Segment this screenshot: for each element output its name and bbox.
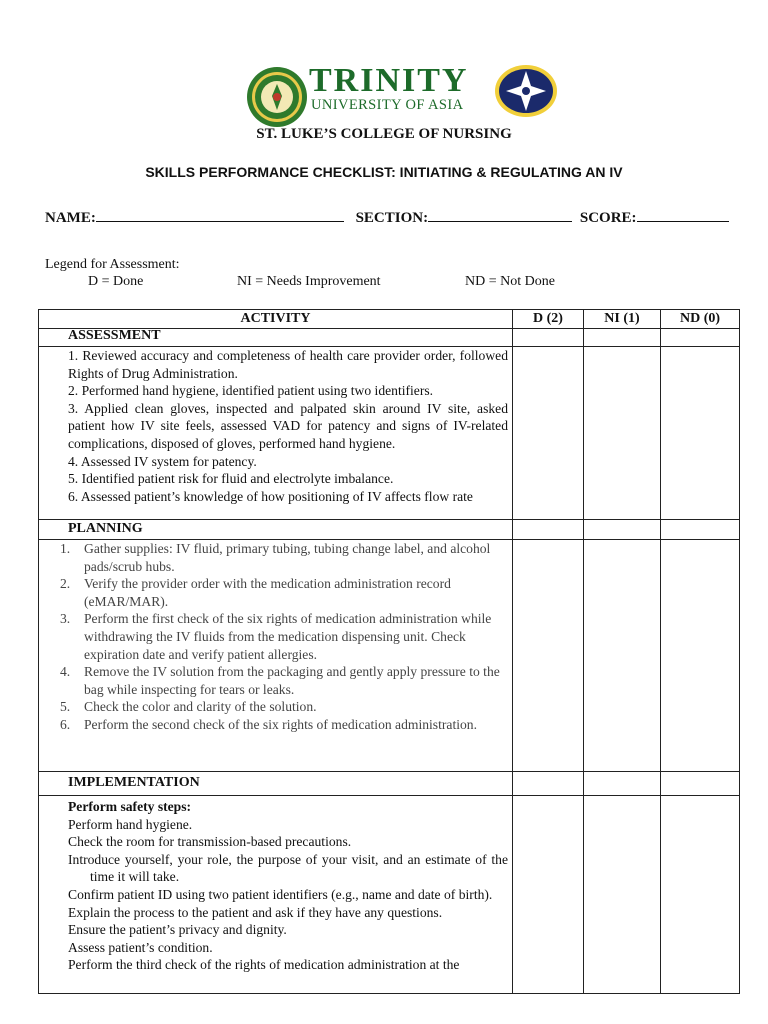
assessment-items-row: [39, 347, 740, 520]
score-cell[interactable]: [584, 772, 661, 796]
list-item: 4. Remove the IV solution from the packaging and gently apply pressure to the bag while inspecting for tears or leaks.: [60, 664, 500, 697]
list-item: 1. Reviewed accuracy and completeness of health care provider order, followed Rights of Drug Administration.: [68, 348, 508, 381]
score-cell[interactable]: [584, 540, 661, 772]
list-item: Perform the third check of the rights of medication administration at the: [68, 957, 460, 973]
list-item: 2. Performed hand hygiene, identified patient using two identifiers.: [68, 383, 434, 399]
college-name: ST. LUKE’S COLLEGE OF NURSING: [256, 126, 512, 142]
list-item: 4. Assessed IV system for patency.: [68, 453, 257, 469]
header-needs-improvement: NI (1): [584, 310, 661, 329]
section-title-planning: PLANNING: [39, 520, 513, 540]
planning-items-row: [39, 540, 740, 772]
score-cell[interactable]: [661, 329, 740, 347]
list-item: Ensure the patient’s privacy and dignity.: [68, 922, 287, 938]
score-cell[interactable]: [584, 796, 661, 994]
list-item: 6. Assessed patient’s knowledge of how positioning of IV affects flow rate: [68, 488, 473, 504]
header-done: D (2): [513, 310, 584, 329]
legend-heading: Legend for Assessment:: [45, 257, 180, 272]
score-cell[interactable]: [661, 347, 740, 520]
list-item: Introduce yourself, your role, the purpose of your visit, and an estimate of the time it will take.: [68, 851, 508, 885]
section-row-implementation: [39, 772, 740, 796]
document-title: SKILLS PERFORMANCE CHECKLIST: INITIATING & REGULATING AN IV: [145, 164, 623, 180]
list-item: 3. Applied clean gloves, inspected and palpated skin around IV site, asked patient how IV site feels, assessed VAD for patency and signs of IV-related complications, disposed of gloves, performed hand hygiene.: [68, 400, 508, 451]
list-item: 3. Perform the first check of the six rights of medication administration while withdrawing the IV fluids from the medication dispensing unit. Check expiration date and verify patient allergies.: [60, 611, 492, 662]
header-not-done: ND (0): [661, 310, 740, 329]
score-cell[interactable]: [661, 540, 740, 772]
section-row-planning: [39, 520, 740, 540]
implementation-items-row: [39, 796, 740, 994]
list-item: 5. Check the color and clarity of the solution.: [60, 699, 317, 715]
score-cell[interactable]: [513, 347, 584, 520]
list-item: Assess patient’s condition.: [68, 939, 213, 955]
score-cell[interactable]: [584, 520, 661, 540]
university-seal-icon: [246, 66, 308, 128]
brand-name: TRINITY: [309, 62, 469, 99]
score-cell[interactable]: [661, 796, 740, 994]
list-item: 2. Verify the provider order with the medication administration record (eMAR/MAR).: [60, 576, 451, 609]
implementation-subtitle: Perform safety steps:: [68, 799, 192, 814]
implementation-items: [39, 796, 513, 994]
header-activity: ACTIVITY: [39, 310, 513, 329]
score-cell[interactable]: [513, 520, 584, 540]
legend-needs-improvement: NI = Needs Improvement: [237, 274, 381, 289]
score-cell[interactable]: [513, 772, 584, 796]
score-label: SCORE:: [579, 210, 637, 226]
section-title-assessment: ASSESSMENT: [39, 329, 513, 347]
legend-not-done: ND = Not Done: [465, 274, 555, 289]
score-cell[interactable]: [661, 520, 740, 540]
section-row-assessment: [39, 329, 740, 347]
list-item: 1. Gather supplies: IV fluid, primary tubing, tubing change label, and alcohol pads/scrub hubs.: [60, 541, 491, 574]
list-item: Explain the process to the patient and ask if they have any questions.: [68, 904, 443, 920]
score-line[interactable]: [637, 207, 729, 222]
section-line[interactable]: [428, 207, 572, 222]
score-cell[interactable]: [661, 772, 740, 796]
score-cell[interactable]: [513, 540, 584, 772]
skills-checklist-table: [38, 309, 740, 994]
section-title-implementation: IMPLEMENTATION: [39, 772, 513, 796]
table-header-row: [39, 310, 740, 329]
assessment-items: [39, 347, 513, 520]
student-fields: [45, 207, 745, 227]
university-wordmark: [309, 64, 468, 112]
header-logos: [0, 58, 768, 122]
list-item: Confirm patient ID using two patient identifiers (e.g., name and date of birth).: [68, 886, 493, 902]
college-cross-emblem-icon: [494, 64, 558, 118]
section-label: SECTION:: [355, 210, 429, 226]
brand-subtitle: UNIVERSITY OF ASIA: [311, 97, 464, 113]
planning-items: [39, 540, 513, 772]
list-item: Check the room for transmission-based precautions.: [68, 834, 352, 850]
assessment-legend: [45, 256, 605, 290]
score-cell[interactable]: [584, 329, 661, 347]
score-cell[interactable]: [513, 329, 584, 347]
score-cell[interactable]: [584, 347, 661, 520]
list-item: 5. Identified patient risk for fluid and electrolyte imbalance.: [68, 471, 394, 487]
name-line[interactable]: [96, 207, 344, 222]
planning-list: [60, 540, 508, 734]
list-item: Perform hand hygiene.: [68, 816, 193, 832]
legend-done: D = Done: [88, 274, 144, 289]
score-cell[interactable]: [513, 796, 584, 994]
name-label: NAME:: [45, 210, 96, 226]
list-item: 6. Perform the second check of the six rights of medication administration.: [60, 716, 477, 732]
